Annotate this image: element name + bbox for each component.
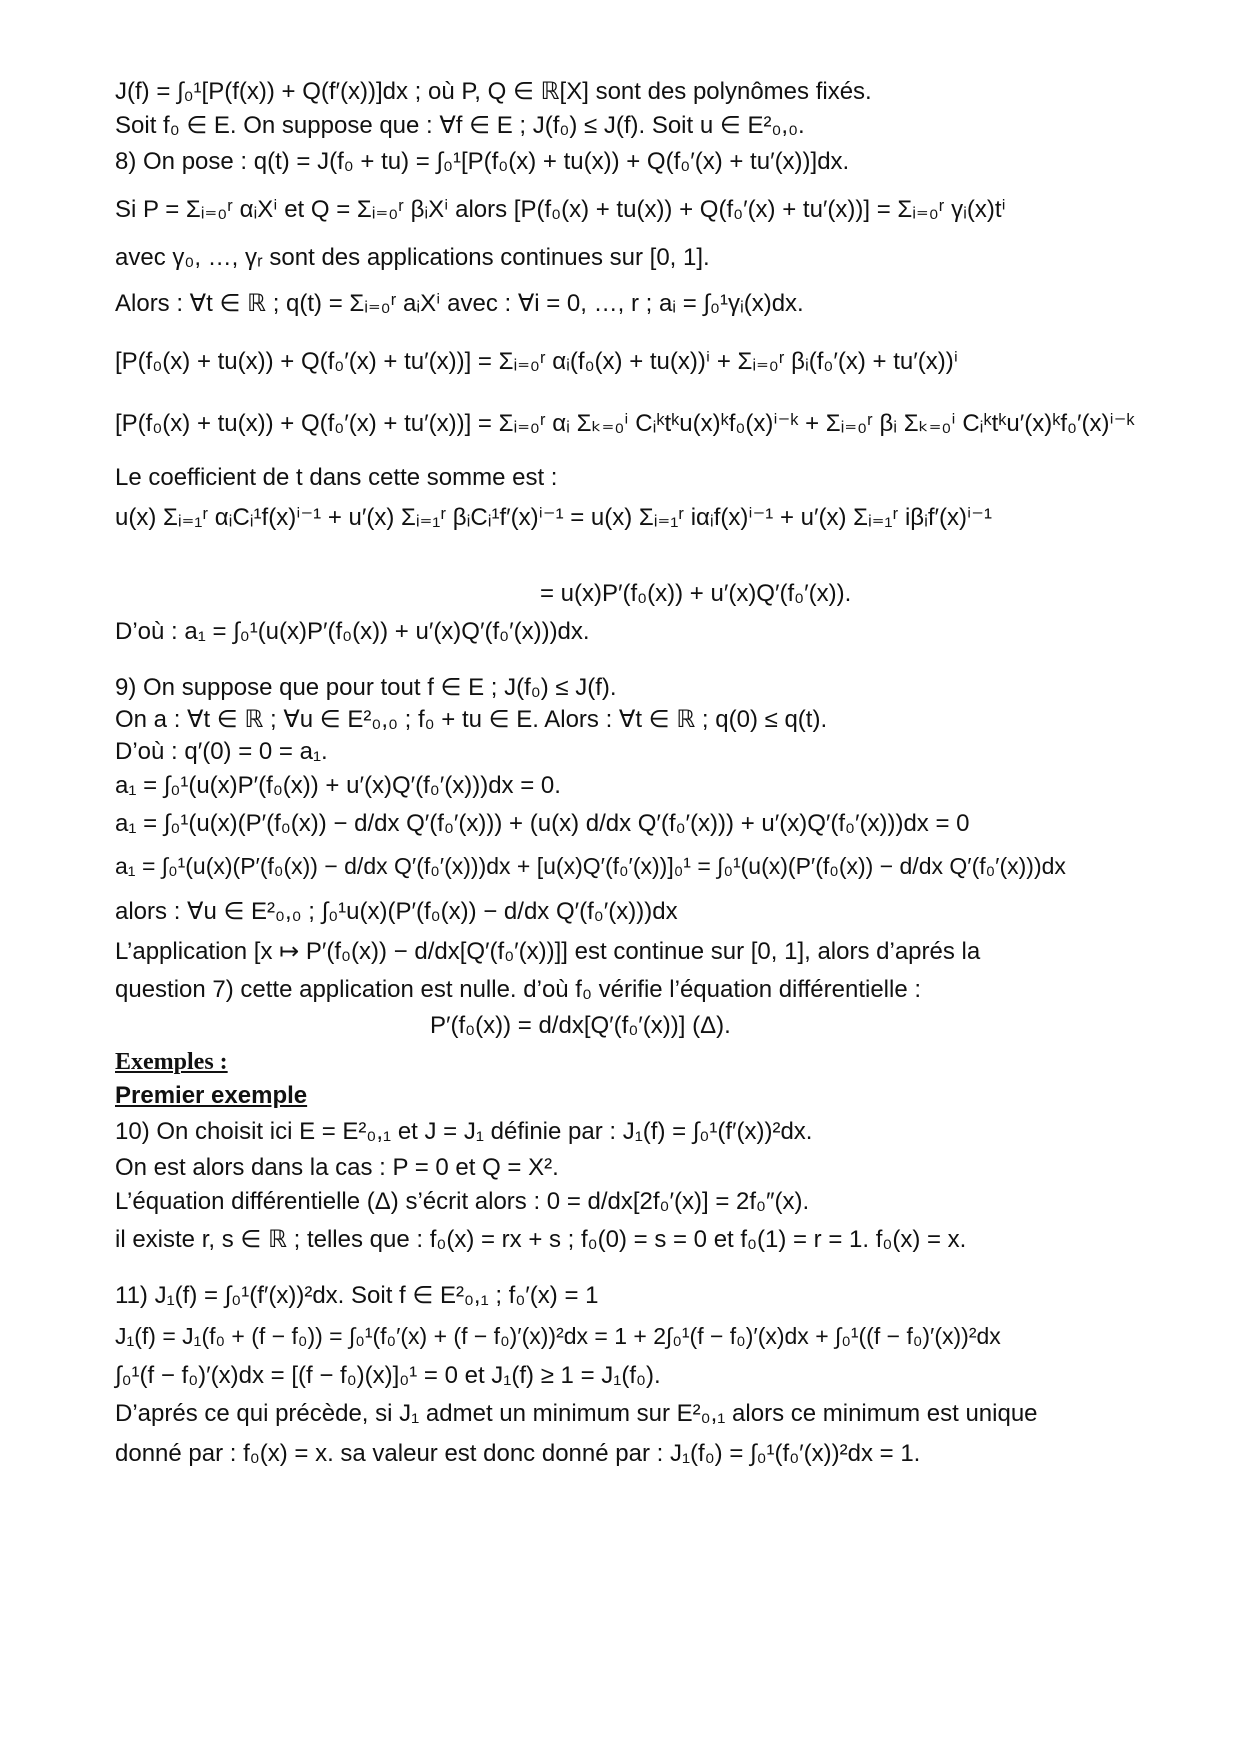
line-coefficient-result: = u(x)P′(f₀(x)) + u′(x)Q′(f₀′(x)). [540,580,852,607]
line-j1-inequality: ∫₀¹(f − f₀)′(x)dx = [(f − f₀)(x)]₀¹ = 0 et J₁(f) ≥ 1 = J₁(f₀). [115,1362,661,1389]
line-case-p-q: On est alors dans la cas : P = 0 et Q = X². [115,1154,559,1181]
heading-examples: Exemples : [115,1049,228,1075]
line-j1-expansion: J₁(f) = J₁(f₀ + (f − f₀)) = ∫₀¹(f₀′(x) + (f − f₀)′(x))²dx = 1 + 2∫₀¹(f − f₀)′(x)dx + ∫₀¹((f − f₀)′(x))²dx [115,1323,1001,1349]
line-derivative-zero: D’où : q′(0) = 0 = a₁. [115,738,328,765]
line-expansion-1: [P(f₀(x) + tu(x)) + Q(f₀′(x) + tu′(x))] = Σᵢ₌₀ʳ αᵢ(f₀(x) + tu(x))ⁱ + Σᵢ₌₀ʳ βᵢ(f₀′(x) + tu′(x))ⁱ [115,348,958,375]
line-euler-equation: P′(f₀(x)) = d/dx[Q′(f₀′(x))] (Δ). [430,1012,731,1039]
line-gamma-continuity: avec γ₀, …, γᵣ sont des applications continues sur [0, 1]. [115,244,710,271]
line-conclusion-1: D’aprés ce qui précède, si J₁ admet un minimum sur E²₀,₁ alors ce minimum est unique [115,1400,1038,1427]
line-expansion-2: [P(f₀(x) + tu(x)) + Q(f₀′(x) + tu′(x))] = Σᵢ₌₀ʳ αᵢ Σₖ₌₀ⁱ Cᵢᵏtᵏu(x)ᵏf₀(x)ⁱ⁻ᵏ + Σᵢ₌₀ʳ βᵢ Σₖ₌₀ⁱ Cᵢᵏtᵏu′(x)ᵏf₀′(x)ⁱ⁻ᵏ [115,410,1135,437]
line-coefficient-formula: u(x) Σᵢ₌₁ʳ αᵢCᵢ¹f(x)ⁱ⁻¹ + u′(x) Σᵢ₌₁ʳ βᵢCᵢ¹f′(x)ⁱ⁻¹ = u(x) Σᵢ₌₁ʳ iαᵢf(x)ⁱ⁻¹ + u′(x) Σᵢ₌₁ʳ iβᵢf′(x)ⁱ⁻¹ [115,504,992,531]
line-hypothesis: Soit f₀ ∈ E. On suppose que : ∀f ∈ E ; J(f₀) ≤ J(f). Soit u ∈ E²₀,₀. [115,112,805,139]
line-application-continuous: L’application [x ↦ P′(f₀(x)) − d/dx[Q′(f₀′(x))]] est continue sur [0, 1], alors d’aprés la [115,938,981,965]
line-q10-statement: 10) On choisit ici E = E²₀,₁ et J = J₁ définie par : J₁(f) = ∫₀¹(f′(x))²dx. [115,1118,813,1145]
line-polynomial-expansion: Si P = Σᵢ₌₀ʳ αᵢXⁱ et Q = Σᵢ₌₀ʳ βᵢXⁱ alors [P(f₀(x) + tu(x)) + Q(f₀′(x) + tu′(x))] = Σᵢ₌₀ʳ γᵢ(x)tⁱ [115,196,1006,223]
heading-first-example: Premier exemple [115,1082,308,1109]
line-coefficient-intro: Le coefficient de t dans cette somme est : [115,464,558,491]
line-q-polynomial: Alors : ∀t ∈ ℝ ; q(t) = Σᵢ₌₀ʳ aᵢXⁱ avec : ∀i = 0, …, r ; aᵢ = ∫₀¹γᵢ(x)dx. [115,290,804,317]
line-a1-integration-by-parts: a₁ = ∫₀¹(u(x)(P′(f₀(x)) − d/dx Q′(f₀′(x)))dx + [u(x)Q′(f₀′(x))]₀¹ = ∫₀¹(u(x)(P′(f₀(x)) − d/dx Q′(f₀′(x)))dx [115,853,1066,879]
line-q8-statement: 8) On pose : q(t) = J(f₀ + tu) = ∫₀¹[P(f₀(x) + tu(x)) + Q(f₀′(x) + tu′(x))]dx. [115,148,850,175]
line-q11-statement: 11) J₁(f) = ∫₀¹(f′(x))²dx. Soit f ∈ E²₀,₁ ; f₀′(x) = 1 [115,1282,599,1309]
line-a1-split: a₁ = ∫₀¹(u(x)(P′(f₀(x)) − d/dx Q′(f₀′(x))) + (u(x) d/dx Q′(f₀′(x))) + u′(x)Q′(f₀′(x)))dx = 0 [115,810,970,837]
line-for-all-u: alors : ∀u ∈ E²₀,₀ ; ∫₀¹u(x)(P′(f₀(x)) − d/dx Q′(f₀′(x)))dx [115,898,678,925]
line-q9-consequence: On a : ∀t ∈ ℝ ; ∀u ∈ E²₀,₀ ; f₀ + tu ∈ E. Alors : ∀t ∈ ℝ ; q(0) ≤ q(t). [115,706,828,733]
line-q9-statement: 9) On suppose que pour tout f ∈ E ; J(f₀) ≤ J(f). [115,674,617,701]
line-functional-definition: J(f) = ∫₀¹[P(f(x)) + Q(f′(x))]dx ; où P, Q ∈ ℝ[X] sont des polynômes fixés. [115,78,872,105]
line-a1-definition: D’où : a₁ = ∫₀¹(u(x)P′(f₀(x)) + u′(x)Q′(f₀′(x)))dx. [115,618,590,645]
line-differential-equation: L’équation différentielle (Δ) s’écrit alors : 0 = d/dx[2f₀′(x)] = 2f₀″(x). [115,1188,810,1215]
line-question7-reference: question 7) cette application est nulle. d’où f₀ vérifie l’équation différentielle : [115,976,922,1003]
line-a1-zero: a₁ = ∫₀¹(u(x)P′(f₀(x)) + u′(x)Q′(f₀′(x)))dx = 0. [115,772,561,799]
line-conclusion-2: donné par : f₀(x) = x. sa valeur est donc donné par : J₁(f₀) = ∫₀¹(f₀′(x))²dx = 1. [115,1440,921,1467]
line-solution: il existe r, s ∈ ℝ ; telles que : f₀(x) = rx + s ; f₀(0) = s = 0 et f₀(1) = r = 1. f₀(x) = x. [115,1226,967,1253]
